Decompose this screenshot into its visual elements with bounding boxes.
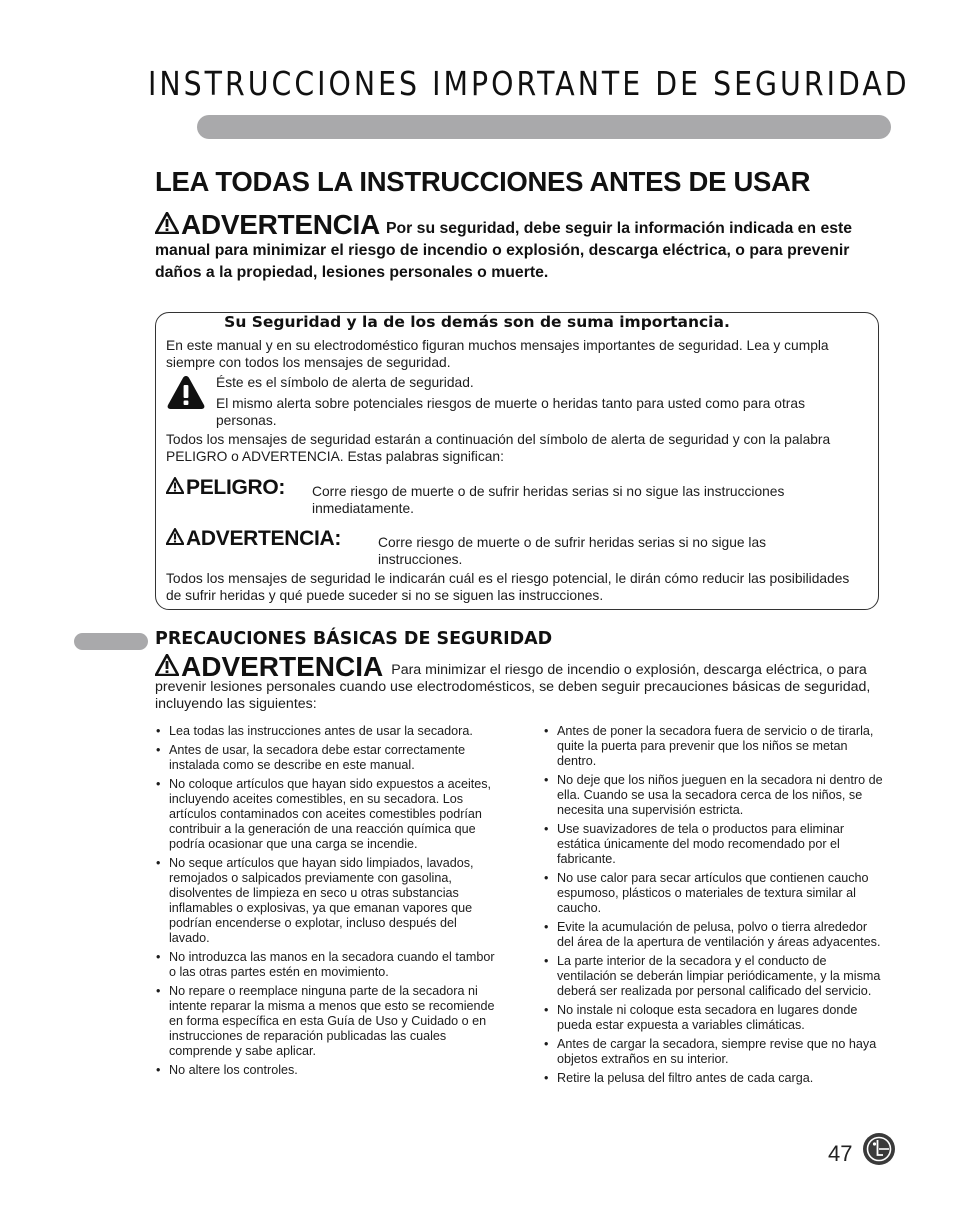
peligro-text: Corre riesgo de muerte o de sufrir heridas serias si no sigue las instrucciones inmediatamente. (312, 484, 785, 516)
peligro-word: PELIGRO: (186, 476, 286, 499)
list-item: • No repare o reemplace ninguna parte de la secadora ni intente reparar la misma a menos que esto se recomiende en forma específica en esta Guía de Uso y Cuidado o en instrucciones de reparación publicadas las cuales comprende y sabe aplicar. (156, 984, 496, 1059)
lg-logo-icon (862, 1132, 896, 1166)
precautions-list-left (156, 724, 496, 1082)
advertencia-intro (155, 209, 895, 284)
list-item: • Evite la acumulación de pelusa, polvo o tierra alrededor del área de la apertura de ventilación y áreas adyacentes. (544, 920, 884, 950)
advertencia-box-word: ADVERTENCIA: (186, 527, 342, 550)
precautions-advertencia-label (155, 651, 383, 682)
title-divider-bar (197, 115, 891, 139)
list-item: • No instale ni coloque esta secadora en lugares donde pueda estar expuesta a variables climáticas. (544, 1003, 884, 1033)
list-item: • No use calor para secar artículos que contienen caucho espumoso, plásticos o materiales de textura similar al caucho. (544, 871, 884, 916)
list-item: • No altere los controles. (156, 1063, 496, 1078)
advertencia-word: ADVERTENCIA (181, 209, 380, 240)
list-item: • Use suavizadores de tela o productos para eliminar estática únicamente del modo recomendado por el fabricante. (544, 822, 884, 867)
list-item: • La parte interior de la secadora y el conducto de ventilación se deberán limpiar periódicamente, y la misma deberá ser realizada por personal calificado del servicio. (544, 954, 884, 999)
section-heading: PRECAUCIONES BÁSICAS DE SEGURIDAD (155, 629, 553, 649)
warning-triangle-icon (166, 528, 184, 545)
safety-box-heading: Su Seguridad y la de los demás son de suma importancia. (224, 313, 730, 331)
precautions-advertencia (155, 651, 880, 713)
advertencia-box-text: Corre riesgo de muerte o de sufrir heridas serias si no sigue las instrucciones. (378, 535, 767, 567)
peligro-label (166, 476, 285, 500)
list-item: • Antes de cargar la secadora, siempre revise que no haya objetos extraños en su interior. (544, 1037, 884, 1067)
precautions-list-right (544, 724, 884, 1090)
main-heading: LEA TODAS LA INSTRUCCIONES ANTES DE USAR (155, 166, 811, 197)
list-item: • Antes de poner la secadora fuera de servicio o de tirarla, quite la puerta para prevenir que los niños se metan dentro. (544, 724, 884, 769)
alert-symbol-text: Éste es el símbolo de alerta de seguridad. (216, 375, 474, 390)
list-item: • No deje que los niños jueguen en la secadora ni dentro de ella. Cuando se usa la secadora cerca de los niños, se necesita una supervisión estricta. (544, 773, 884, 818)
warning-triangle-icon (166, 374, 206, 410)
precautions-advertencia-word: ADVERTENCIA (181, 651, 384, 682)
page-title: INSTRUCCIONES IMPORTANTE DE SEGURIDAD (148, 64, 910, 103)
safety-box-closing: Todos los mensajes de seguridad le indicarán cuál es el riesgo potencial, le dirán cómo reducir las posibilidades de sufrir heridas y qué puede suceder si no se siguen las instrucciones. (166, 571, 850, 603)
list-item: • Retire la pelusa del filtro antes de cada carga. (544, 1071, 884, 1086)
warning-triangle-icon (155, 212, 179, 234)
warning-triangle-icon (155, 654, 179, 676)
advertencia-intro-text: Por su seguridad, debe seguir la información indicada en este manual para minimizar el riesgo de incendio o explosión, descarga eléctrica, o para prevenir daños a la propiedad, lesiones personales o muerte. (155, 220, 853, 281)
list-item: • No introduzca las manos en la secadora cuando el tambor o las otras partes estén en movimiento. (156, 950, 496, 980)
precautions-advertencia-text: Para minimizar el riesgo de incendio o explosión, descarga eléctrica, o para prevenir lesiones personales cuando use electrodomésticos, se deben seguir precauciones básicas de seguridad, incluyendo las siguientes: (155, 662, 871, 712)
advertencia-box-label (166, 527, 341, 551)
advertencia-label (155, 209, 380, 240)
list-item: • No coloque artículos que hayan sido expuestos a aceites, incluyendo aceites comestibles, en su secadora. Los artículos contaminados con aceites comestibles podrían contribuir a la generación de una reacción química que podría ocasionar que una carga se incendie. (156, 777, 496, 852)
list-item: • Antes de usar, la secadora debe estar correctamente instalada como se describe en este manual. (156, 743, 496, 773)
safety-box-intro: En este manual y en su electrodoméstico figuran muchos mensajes importantes de seguridad. Lea y cumpla siempre con todos los mensajes de seguridad. (166, 338, 829, 370)
list-item: • No seque artículos que hayan sido limpiados, lavados, remojados o salpicados previamente con gasolina, disolventes de limpieza en seco u otras substancias inflamables o explosivas, ya que emanan vapores que podrían encenderse o explotar, incluso después del lavado. (156, 856, 496, 946)
all-messages-text: Todos los mensajes de seguridad estarán a continuación del símbolo de alerta de seguridad y con la palabra PELIGRO o ADVERTENCIA. Estas palabras significan: (166, 432, 831, 464)
alert-description: El mismo alerta sobre potenciales riesgos de muerte o heridas tanto para usted como para otras personas. (216, 396, 805, 428)
page-number: 47 (828, 1141, 853, 1166)
warning-triangle-icon (166, 477, 184, 494)
list-item: • Lea todas las instrucciones antes de usar la secadora. (156, 724, 496, 739)
section-marker-pill (74, 633, 148, 650)
